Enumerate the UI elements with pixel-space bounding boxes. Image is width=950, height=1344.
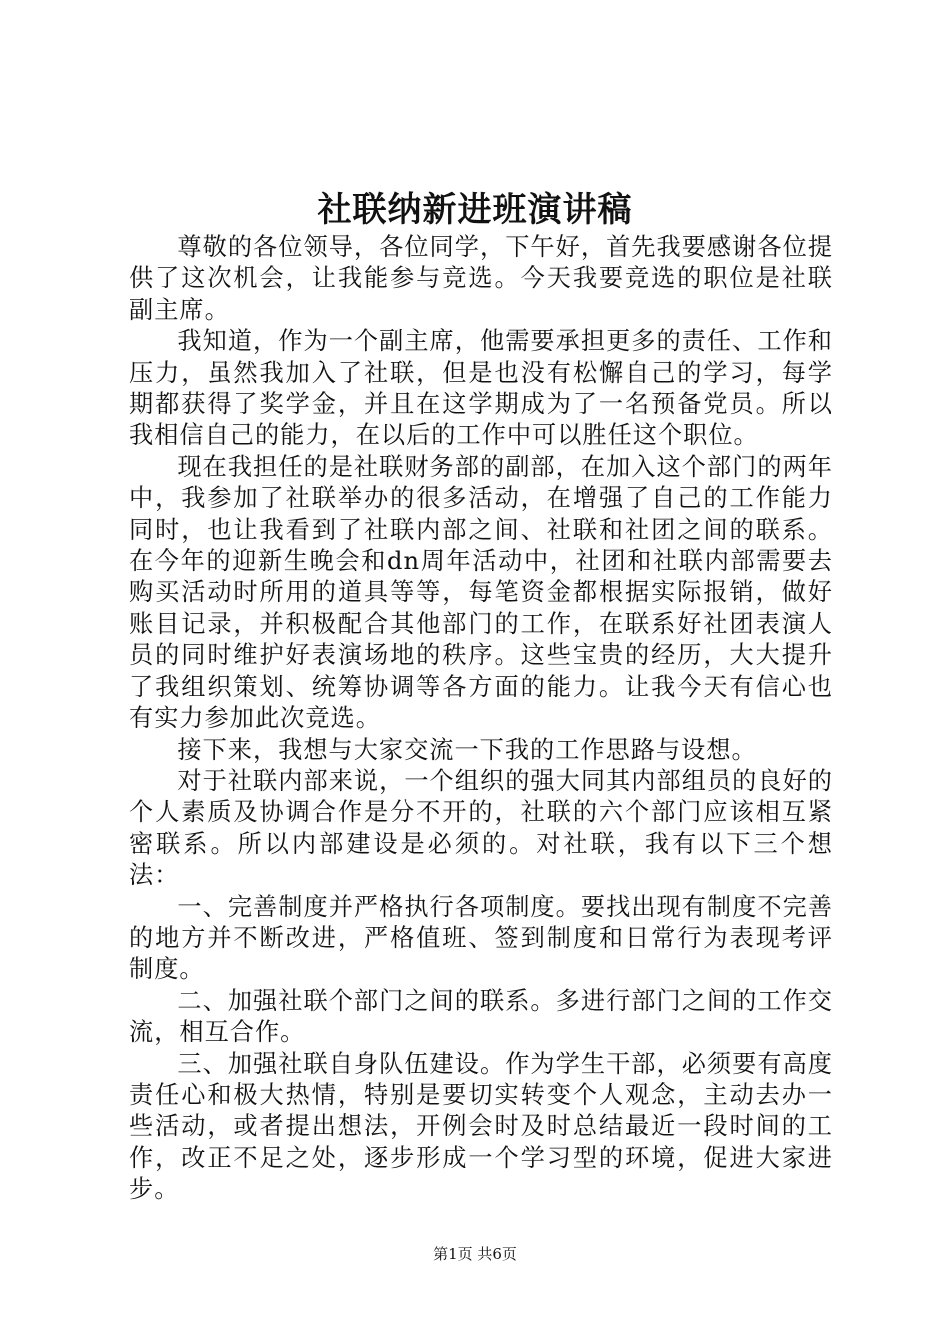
paragraph-internal-building: 对于社联内部来说，一个组织的强大同其内部组员的良好的个人素质及协调合作是分不开的，社联的六个部门应该相互紧密联系。所以内部建设是必须的。对社联，我有以下三个想法：	[129, 766, 833, 890]
document-body	[129, 232, 833, 1206]
paragraph-experience: 现在我担任的是社联财务部的副部，在加入这个部门的两年中，我参加了社联举办的很多活动，在增强了自己的工作能力同时，也让我看到了社联内部之间、社联和社团之间的联系。在今年的迎新生晚会和dn周年活动中，社团和社联内部需要去购买活动时所用的道具等等，每笔资金都根据实际报销，做好账目记录，并积极配合其他部门的工作，在联系好社团表演人员的同时维护好表演场地的秩序。这些宝贵的经历，大大提升了我组织策划、统筹协调等各方面的能力。让我今天有信心也有实力参加此次竞选。	[129, 452, 833, 733]
paragraph-point-two: 二、加强社联个部门之间的联系。多进行部门之间的工作交流，相互合作。	[129, 986, 833, 1047]
paragraph-point-one: 一、完善制度并严格执行各项制度。要找出现有制度不完善的地方并不断改进，严格值班、签到制度和日常行为表现考评制度。	[129, 892, 833, 984]
paragraph-transition: 接下来，我想与大家交流一下我的工作思路与设想。	[177, 735, 757, 764]
page-number: 第1页 共6页	[433, 1245, 517, 1263]
paragraph-point-three: 三、加强社联自身队伍建设。作为学生干部，必须要有高度责任心和极大热情，特别是要切实转变个人观念，主动去办一些活动，或者提出想法，开例会时及时总结最近一段时间的工作，改正不足之处，逐步形成一个学习型的环境，促进大家进步。	[129, 1049, 833, 1204]
paragraph-greeting: 尊敬的各位领导，各位同学，下午好，首先我要感谢各位提供了这次机会，让我能参与竞选。今天我要竞选的职位是社联副主席。	[129, 233, 833, 324]
document-title: 社联纳新进班演讲稿	[317, 190, 633, 230]
paragraph-self-intro: 我知道，作为一个副主席，他需要承担更多的责任、工作和压力，虽然我加入了社联，但是也没有松懈自己的学习，每学期都获得了奖学金，并且在这学期成为了一名预备党员。所以我相信自己的能力，在以后的工作中可以胜任这个职位。	[129, 327, 833, 450]
